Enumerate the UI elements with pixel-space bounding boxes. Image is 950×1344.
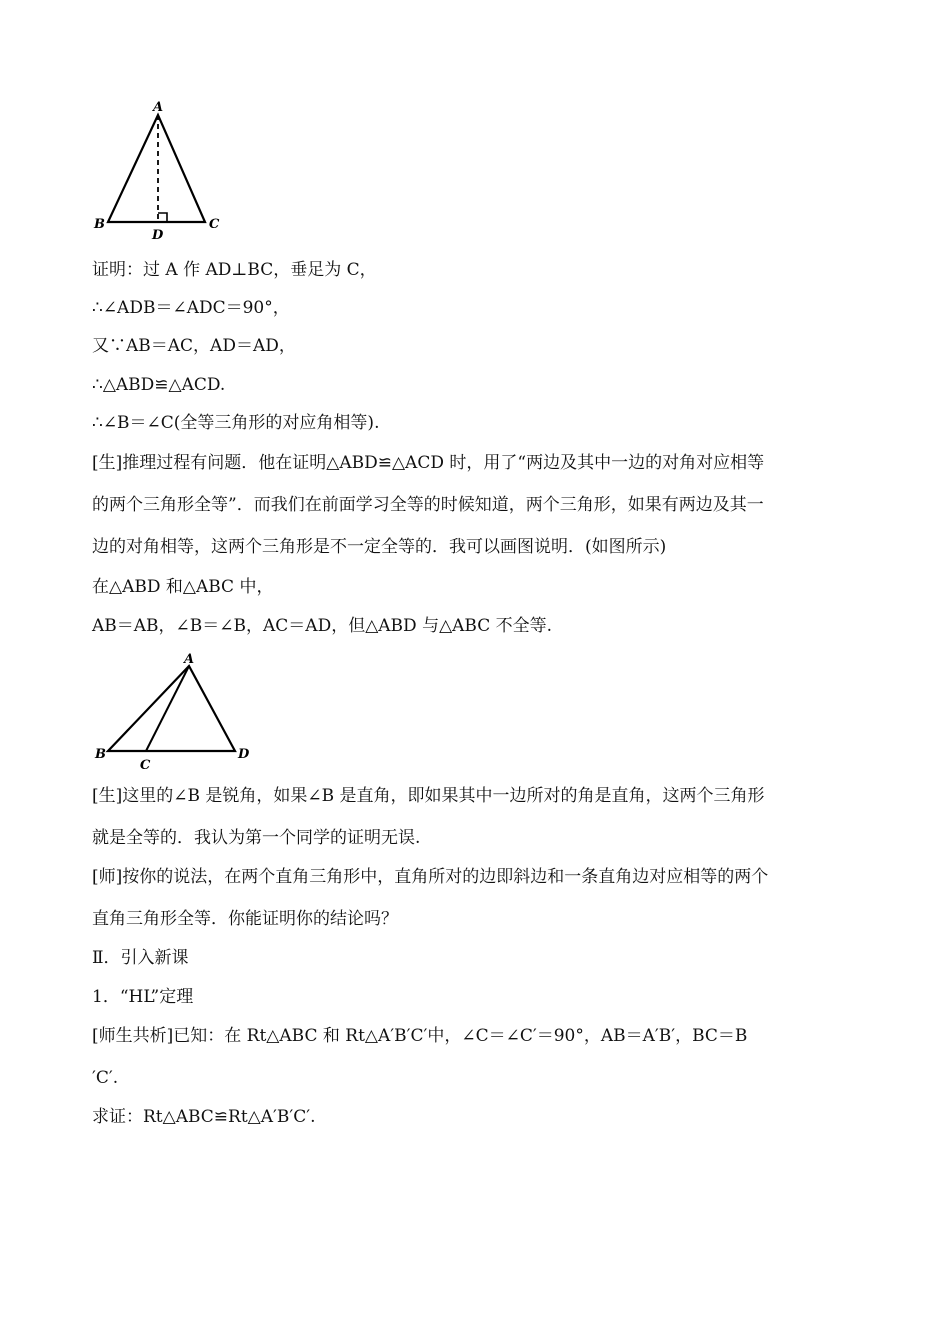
section-heading: Ⅱ．引入新课 (92, 948, 189, 968)
label-c: C (209, 217, 220, 232)
proof-line-1: 证明：过 A 作 AD⊥BC，垂足为 C， (92, 260, 377, 280)
label-a: A (153, 100, 164, 115)
label-c: C (140, 758, 151, 773)
label-b: B (94, 217, 105, 232)
given-line-2: ′C′. (92, 1068, 119, 1088)
hl-theorem-heading: 1．“HL”定理 (92, 987, 194, 1007)
teacher-line-1: [师]按你的说法，在两个直角三角形中，直角所对的边即斜边和一条直角边对应相等的两个 (92, 867, 769, 887)
prove-line: 求证：Rt△ABC≌Rt△A′B′C′. (92, 1107, 316, 1127)
proof-line-2: ∴∠ADB＝∠ADC＝90°， (92, 298, 290, 318)
teacher-line-2: 直角三角形全等．你能证明你的结论吗？ (92, 909, 398, 929)
proof-line-4: ∴△ABD≌△ACD. (92, 375, 226, 395)
proof-line-3: 又∵AB＝AC，AD＝AD， (92, 336, 296, 356)
student-paragraph-3: 边的对角相等，这两个三角形是不一定全等的．我可以画图说明．(如图所示) (92, 537, 667, 557)
label-d: D (238, 747, 250, 762)
figure-two-triangles (88, 648, 268, 776)
triangle-abd (108, 666, 235, 751)
given-line-1: [师生共析]已知：在 Rt△ABC 和 Rt△A′B′C′中，∠C＝∠C′＝90°，AB＝A′B′，BC＝B (92, 1026, 748, 1046)
student-paragraph-1: [生]推理过程有问题．他在证明△ABD≌△ACD 时，用了“两边及其中一边的对角对应相等 (92, 453, 765, 473)
right-angle-mark (158, 213, 167, 222)
segment-ac (146, 666, 189, 751)
figure-isosceles-triangle (88, 92, 238, 242)
student-paragraph-2: 的两个三角形全等”．而我们在前面学习全等的时候知道，两个三角形，如果有两边及其一 (92, 495, 764, 515)
triangle-abc (108, 115, 205, 222)
proof-line-5: ∴∠B＝∠C(全等三角形的对应角相等). (92, 413, 380, 433)
label-d: D (152, 228, 164, 242)
in-triangles-line: 在△ABD 和△ABC 中， (92, 577, 274, 597)
student-right-angle-1: [生]这里的∠B 是锐角，如果∠B 是直角，即如果其中一边所对的角是直角，这两个三角形 (92, 786, 765, 806)
student-right-angle-2: 就是全等的．我认为第一个同学的证明无误. (92, 828, 421, 848)
label-b: B (95, 747, 106, 762)
label-a: A (184, 652, 195, 667)
counterexample-line: AB＝AB，∠B＝∠B，AC＝AD，但△ABD 与△ABC 不全等. (92, 616, 553, 636)
